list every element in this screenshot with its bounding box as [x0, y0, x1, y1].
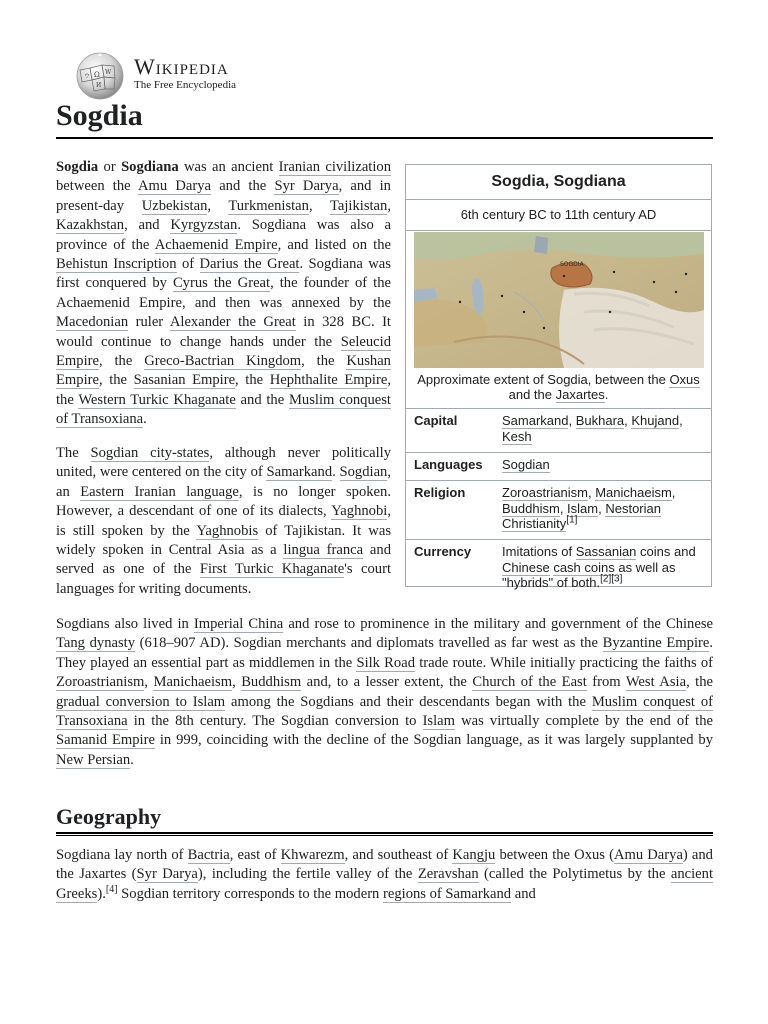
text: between the [56, 178, 138, 195]
text: and the [211, 178, 275, 195]
text: The [56, 445, 91, 461]
text: Imitations of [502, 544, 576, 559]
text: , the [98, 353, 145, 370]
text: , the [235, 372, 270, 389]
text: and the [235, 391, 289, 408]
link-kesh[interactable]: Kesh [502, 428, 532, 444]
svg-text:W: W [105, 69, 112, 76]
link-darius-the-great[interactable]: Darius the Great [199, 256, 300, 273]
wordmark-tagline: The Free Encyclopedia [134, 79, 237, 91]
link-greco-bactrian-kingdom[interactable]: Greco-Bactrian Kingdom [144, 353, 302, 370]
text: , the [301, 353, 347, 370]
infobox-dates: 6th century BC to 11th century AD [406, 200, 711, 231]
link-zeravshan[interactable]: Zeravshan [417, 866, 479, 883]
link-syr-darya[interactable]: Syr Darya [274, 178, 339, 195]
text: , east of [229, 847, 281, 863]
text: as well as "hybrids" of both. [502, 559, 676, 590]
link-uzbekistan[interactable]: Uzbekistan [141, 197, 208, 214]
text: Sogdiana lay north of [56, 847, 188, 863]
link-amu-darya[interactable]: Amu Darya [138, 178, 212, 195]
page-title: Sogdia [56, 99, 143, 132]
infobox-label-languages: Languages [414, 457, 483, 472]
link-jaxartes[interactable]: Jaxartes [555, 387, 605, 402]
text: ) and the Jaxartes ( [56, 847, 713, 883]
bold-term: Sogdiana [121, 159, 179, 175]
title-divider [56, 137, 713, 139]
text: . They played an essential part as middlemen in the [56, 635, 714, 671]
link-amu-darya[interactable]: Amu Darya [613, 847, 683, 863]
text: from [586, 674, 626, 691]
text: ruler [128, 314, 170, 331]
text: ). [97, 885, 106, 902]
caption-text: Approximate extent of Sogdia, between the [417, 372, 670, 387]
text: , and [124, 217, 171, 234]
link-achaemenid-empire[interactable]: Achaemenid Empire [154, 236, 278, 253]
text: , [232, 674, 242, 691]
link-regions-of-samarkand[interactable]: regions of Samarkand [383, 885, 512, 902]
reference-2[interactable]: [2] [600, 573, 612, 585]
link-byzantine-empire[interactable]: Byzantine Empire [602, 635, 710, 652]
text: and [511, 885, 536, 902]
text: (called the Polytimetus by the [478, 866, 671, 883]
text: and served as one of the [56, 542, 391, 578]
link-khwarezm[interactable]: Khwarezm [280, 847, 345, 863]
text: and rose to prominence in the military and government of the Chinese [283, 616, 713, 632]
text: , the [686, 674, 713, 691]
link-ancient-greeks[interactable]: ancient Greeks [56, 866, 714, 902]
text: was an ancient [178, 159, 279, 175]
text: ), including the fertile valley of the [197, 866, 418, 883]
link-imperial-china[interactable]: Imperial China [193, 616, 284, 632]
link-muslim-conquest-of-transoxiana[interactable]: Muslim conquest of Transoxiana [56, 391, 391, 428]
svg-text:ウ: ウ [84, 73, 91, 80]
text: 's court languages for writing documents. [56, 561, 391, 597]
link-west-asia[interactable]: West Asia [625, 674, 687, 691]
link-seleucid-empire[interactable]: Seleucid Empire [56, 333, 391, 370]
link-zoroastrianism[interactable]: Zoroastrianism [502, 485, 588, 500]
intro-paragraph-1 [56, 158, 391, 430]
infobox-value-capital: Samarkand, Bukhara, Khujand, Kesh [502, 413, 683, 444]
link-hephthalite-empire[interactable]: Hephthalite Empire [269, 372, 388, 389]
geography-paragraph [56, 846, 713, 904]
link-manichaeism[interactable]: Manichaeism [153, 674, 233, 691]
link-sogdian-city-states[interactable]: Sogdian city-states [90, 445, 210, 461]
link-islam[interactable]: Islam [422, 713, 455, 730]
text: , and listed on the [277, 236, 391, 253]
infobox-value-currency [502, 544, 703, 595]
sogdia-map-image[interactable] [414, 232, 704, 368]
infobox-row-capital [406, 409, 711, 453]
text: (618–907 AD). Sogdian merchants and diplomats travelled as far west as the [135, 635, 603, 652]
text: of [176, 256, 200, 273]
link-cyrus-the-great[interactable]: Cyrus the Great [172, 275, 271, 292]
reference-3[interactable]: [3] [611, 573, 623, 585]
link-muslim-conquest-of-transoxiana[interactable]: Muslim conquest of Transoxiana [56, 693, 714, 730]
text: or [98, 159, 122, 175]
wikipedia-globe-logo[interactable] [74, 52, 126, 100]
map-region-label: SOGDIA [559, 261, 584, 268]
link-sasanian-empire[interactable]: Sasanian Empire [133, 372, 236, 389]
text: , the [56, 372, 391, 408]
infobox-label-capital: Capital [414, 413, 458, 428]
link-bactria[interactable]: Bactria [187, 847, 230, 863]
link-first-turkic-khaganate[interactable]: First Turkic Khaganate [199, 561, 345, 578]
link-silk-road[interactable]: Silk Road [356, 654, 415, 671]
link-sogdian-language[interactable]: Sogdian [502, 457, 550, 472]
link-nestorian-christianity[interactable]: Nestorian Christianity [502, 500, 661, 531]
infobox-value-religion: Zoroastrianism, Manichaeism, Buddhism, Islam, Nestorian Christianity[1] [502, 485, 676, 531]
link-samarkand[interactable]: Samarkand [266, 464, 333, 481]
section-divider [56, 832, 713, 836]
link-tang-dynasty[interactable]: Tang dynasty [56, 635, 136, 652]
infobox-row-languages [406, 453, 711, 481]
text: in the 8th century. The Sogdian conversion to [127, 713, 423, 730]
text: . Sogdiana was first conquered by [56, 256, 391, 292]
infobox-row-currency [406, 540, 711, 598]
text: trade route. While initially practicing the faiths of [415, 654, 713, 671]
text: of Tajikistan. It was widely spoken in Central Asia as a [56, 522, 391, 559]
link-yaghnobi[interactable]: Yaghnobi [331, 503, 388, 520]
text: , and southeast of [344, 847, 453, 863]
link-zoroastrianism[interactable]: Zoroastrianism [56, 674, 145, 691]
infobox-value-languages [502, 457, 703, 477]
link-western-turkic-khaganate[interactable]: Western Turkic Khaganate [78, 391, 236, 408]
text: among the Sogdians and their descendants began with the [225, 693, 592, 710]
text: , [144, 674, 154, 691]
text: , [387, 197, 391, 214]
text: , an [56, 464, 392, 500]
infobox-label-currency: Currency [414, 544, 472, 559]
text: in 328 BC. It would continue to change hands under the [56, 314, 391, 350]
link-sogdian[interactable]: Sogdian [339, 464, 388, 481]
text: , is still spoken by the [56, 503, 391, 539]
link-bukhara[interactable]: Bukhara [575, 413, 625, 428]
link-lingua-franca[interactable]: lingua franca [283, 542, 364, 559]
link-tajikistan[interactable]: Tajikistan [329, 197, 388, 214]
link-khujand[interactable]: Khujand [631, 413, 680, 428]
link-church-of-the-east[interactable]: Church of the East [472, 674, 587, 691]
text: was virtually complete by the end of the [455, 713, 713, 730]
link-turkmenistan[interactable]: Turkmenistan [228, 197, 309, 214]
caption-text: and the [508, 387, 556, 402]
link-behistun-inscription[interactable]: Behistun Inscription [56, 256, 177, 273]
intro-paragraph-2 [56, 444, 391, 599]
section-heading-geography: Geography [56, 804, 162, 829]
text: Sogdian territory corresponds to the modern [117, 885, 383, 902]
link-kushan-empire[interactable]: Kushan Empire [56, 353, 391, 389]
reference-4[interactable]: [4] [105, 883, 118, 895]
link-buddhism[interactable]: Buddhism [241, 674, 302, 691]
link-oxus[interactable]: Oxus [669, 372, 700, 387]
infobox-row-religion [406, 481, 711, 540]
wordmark-title: Wikipedia [134, 54, 229, 79]
link-kangju[interactable]: Kangju [452, 847, 496, 863]
link-macedonian[interactable]: Macedonian [56, 314, 129, 331]
svg-text:Ω: Ω [94, 71, 100, 79]
intro-paragraph-3 [56, 615, 713, 770]
link-cash-coins[interactable]: cash coins [553, 559, 615, 575]
text: , the [98, 372, 134, 389]
text: coins and [636, 544, 696, 559]
link-yaghnobis[interactable]: Yaghnobis [196, 522, 259, 539]
text: , is no longer spoken. However, a descendant of one of its dialects, [56, 483, 391, 520]
text: Sogdians also lived in [56, 616, 194, 632]
link-manichaeism[interactable]: Manichaeism [595, 485, 672, 500]
infobox-label-religion: Religion [414, 485, 466, 500]
text: , the founder of the Achaemenid Empire, and then was annexed by the [56, 275, 391, 311]
infobox-title: Sogdia, Sogdiana [406, 165, 711, 200]
link-new-persian[interactable]: New Persian [56, 751, 131, 768]
infobox-map-caption [406, 368, 711, 409]
link-syr-darya[interactable]: Syr Darya [136, 866, 198, 883]
link-alexander-the-great[interactable]: Alexander the Great [169, 314, 296, 331]
link-kazakhstan[interactable]: Kazakhstan [56, 217, 125, 234]
text: . [130, 751, 134, 768]
caption-text: . [604, 387, 609, 402]
reference-1[interactable]: [1] [566, 514, 578, 526]
wikipedia-wordmark[interactable] [134, 55, 236, 91]
link-samanid-empire[interactable]: Samanid Empire [56, 732, 155, 749]
text: . Sogdiana was also a province of the [56, 217, 391, 253]
link-sassanian[interactable]: Sassanian [575, 544, 637, 559]
infobox [405, 164, 712, 590]
bold-term: Sogdia [56, 159, 99, 175]
link-samarkand[interactable]: Samarkand [502, 413, 569, 428]
link-islam[interactable]: Islam [567, 500, 599, 516]
link-buddhism[interactable]: Buddhism [502, 500, 560, 516]
text: , [207, 197, 229, 214]
text: . [143, 411, 147, 428]
link-chinese[interactable]: Chinese [502, 559, 550, 575]
text: in 999, coinciding with the decline of the Sogdian language, as it was largely supplanted by [154, 732, 713, 749]
text: , and in present-day [56, 178, 391, 214]
svg-text:И: И [96, 82, 102, 89]
text: . [332, 464, 340, 481]
link-eastern-iranian-language[interactable]: Eastern Iranian language [80, 483, 239, 500]
text: between the Oxus ( [495, 847, 614, 863]
text: , although never politically united, were centered on the city of [56, 445, 392, 481]
text: and, to a lesser extent, the [301, 674, 473, 691]
link-kyrgyzstan[interactable]: Kyrgyzstan [170, 217, 238, 234]
link-iranian-civilization[interactable]: Iranian civilization [278, 159, 391, 175]
link-gradual-conversion-to-islam[interactable]: gradual conversion to Islam [56, 693, 226, 710]
text: , [308, 197, 330, 214]
